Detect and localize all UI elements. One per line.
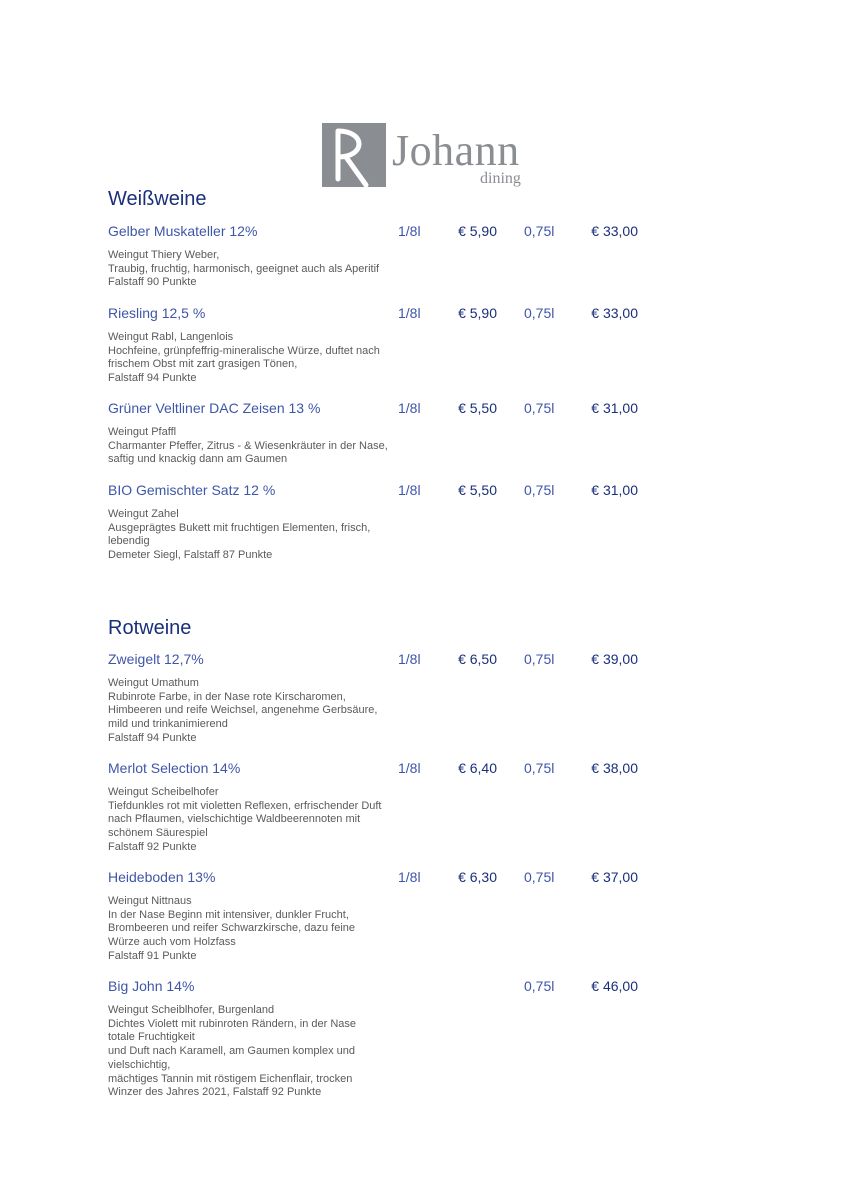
glass-size: 1/8l bbox=[398, 482, 421, 498]
bottle-price: € 31,00 bbox=[591, 482, 638, 498]
wine-description: Weingut Thiery Weber, Traubig, fruchtig, harmonisch, geeignet auch als Aperitif Falstaff 90 Punkte bbox=[108, 249, 380, 289]
bottle-size: 0,75l bbox=[524, 482, 555, 498]
wine-item bbox=[108, 651, 648, 746]
bottle-price: € 33,00 bbox=[591, 223, 638, 239]
wine-item bbox=[108, 482, 648, 563]
wine-item bbox=[108, 869, 648, 964]
glass-size: 1/8l bbox=[398, 223, 421, 239]
glass-price: € 5,90 bbox=[458, 223, 497, 239]
wine-name: Merlot Selection 14% bbox=[108, 760, 241, 776]
bottle-price: € 37,00 bbox=[591, 869, 638, 885]
glass-size: 1/8l bbox=[398, 760, 421, 776]
bottle-size: 0,75l bbox=[524, 869, 555, 885]
wine-name: Zweigelt 12,7% bbox=[108, 651, 204, 667]
bottle-price: € 33,00 bbox=[591, 305, 638, 321]
glass-price: € 5,50 bbox=[458, 400, 497, 416]
wine-name: Grüner Veltliner DAC Zeisen 13 % bbox=[108, 400, 321, 416]
glass-price: € 5,90 bbox=[458, 305, 497, 321]
wine-name: Gelber Muskateller 12% bbox=[108, 223, 258, 239]
wine-name: Riesling 12,5 % bbox=[108, 305, 206, 321]
wine-description: Weingut Pfaffl Charmanter Pfeffer, Zitrus - & Wiesenkräuter in der Nase, saftig und knackig dann am Gaumen bbox=[108, 426, 388, 466]
glass-size: 1/8l bbox=[398, 305, 421, 321]
glass-price: € 5,50 bbox=[458, 482, 497, 498]
bottle-size: 0,75l bbox=[524, 760, 555, 776]
bottle-size: 0,75l bbox=[524, 223, 555, 239]
wine-description: Weingut Scheibelhofer Tiefdunkles rot mit violetten Reflexen, erfrischender Duft nach Pflaumen, vielschichtige Waldbeerennoten mit schönem Säurespiel Falstaff 92 Punkte bbox=[108, 786, 382, 853]
wine-name: Big John 14% bbox=[108, 978, 195, 994]
logo bbox=[322, 123, 532, 193]
logo-name: Johann bbox=[392, 126, 520, 175]
wine-item bbox=[108, 305, 648, 386]
glass-price: € 6,30 bbox=[458, 869, 497, 885]
bottle-size: 0,75l bbox=[524, 305, 555, 321]
wine-item bbox=[108, 400, 648, 467]
wine-item bbox=[108, 223, 648, 290]
wine-description: Weingut Rabl, Langenlois Hochfeine, grünpfeffrig-mineralische Würze, duftet nach frischem Obst mit zart grasigen Tönen, Falstaff 94 Punkte bbox=[108, 331, 380, 385]
glass-size: 1/8l bbox=[398, 869, 421, 885]
wine-name: BIO Gemischter Satz 12 % bbox=[108, 482, 276, 498]
wine-description: Weingut Nittnaus In der Nase Beginn mit intensiver, dunkler Frucht, Brombeeren und reifer Schwarzkirsche, dazu feine Würze auch vom Holzfass Falstaff 91 Punkte bbox=[108, 895, 356, 962]
bottle-price: € 39,00 bbox=[591, 651, 638, 667]
bottle-price: € 38,00 bbox=[591, 760, 638, 776]
wine-item bbox=[108, 978, 648, 1100]
logo-subtitle: dining bbox=[480, 170, 521, 187]
section-title-rotweine: Rotweine bbox=[108, 617, 192, 639]
glass-price: € 6,50 bbox=[458, 651, 497, 667]
wine-description: Weingut Umathum Rubinrote Farbe, in der Nase rote Kirscharomen, Himbeeren und reife Weichsel, angenehme Gerbsäure, mild und trinkanimierend Falstaff 94 Punkte bbox=[108, 677, 378, 744]
bottle-price: € 46,00 bbox=[591, 978, 638, 994]
section-title-weissweine: Weißweine bbox=[108, 188, 207, 210]
wine-item bbox=[108, 760, 648, 855]
logo-r-icon bbox=[322, 123, 386, 187]
bottle-size: 0,75l bbox=[524, 400, 555, 416]
bottle-size: 0,75l bbox=[524, 651, 555, 667]
glass-size: 1/8l bbox=[398, 400, 421, 416]
wine-name: Heideboden 13% bbox=[108, 869, 216, 885]
glass-size: 1/8l bbox=[398, 651, 421, 667]
wine-description: Weingut Scheiblhofer, Burgenland Dichtes Violett mit rubinroten Rändern, in der Nase totale Fruchtigkeit und Duft nach Karamell, am Gaumen komplex und vielschichtig, mächtiges Tannin mit röstigem Eichenflair, trocken Winzer des Jahres 2021, Falstaff 92 Punkte bbox=[108, 1004, 357, 1099]
bottle-size: 0,75l bbox=[524, 978, 555, 994]
wine-description: Weingut Zahel Ausgeprägtes Bukett mit fruchtigen Elementen, frisch, lebendig Demeter Siegl, Falstaff 87 Punkte bbox=[108, 508, 371, 562]
glass-price: € 6,40 bbox=[458, 760, 497, 776]
bottle-price: € 31,00 bbox=[591, 400, 638, 416]
